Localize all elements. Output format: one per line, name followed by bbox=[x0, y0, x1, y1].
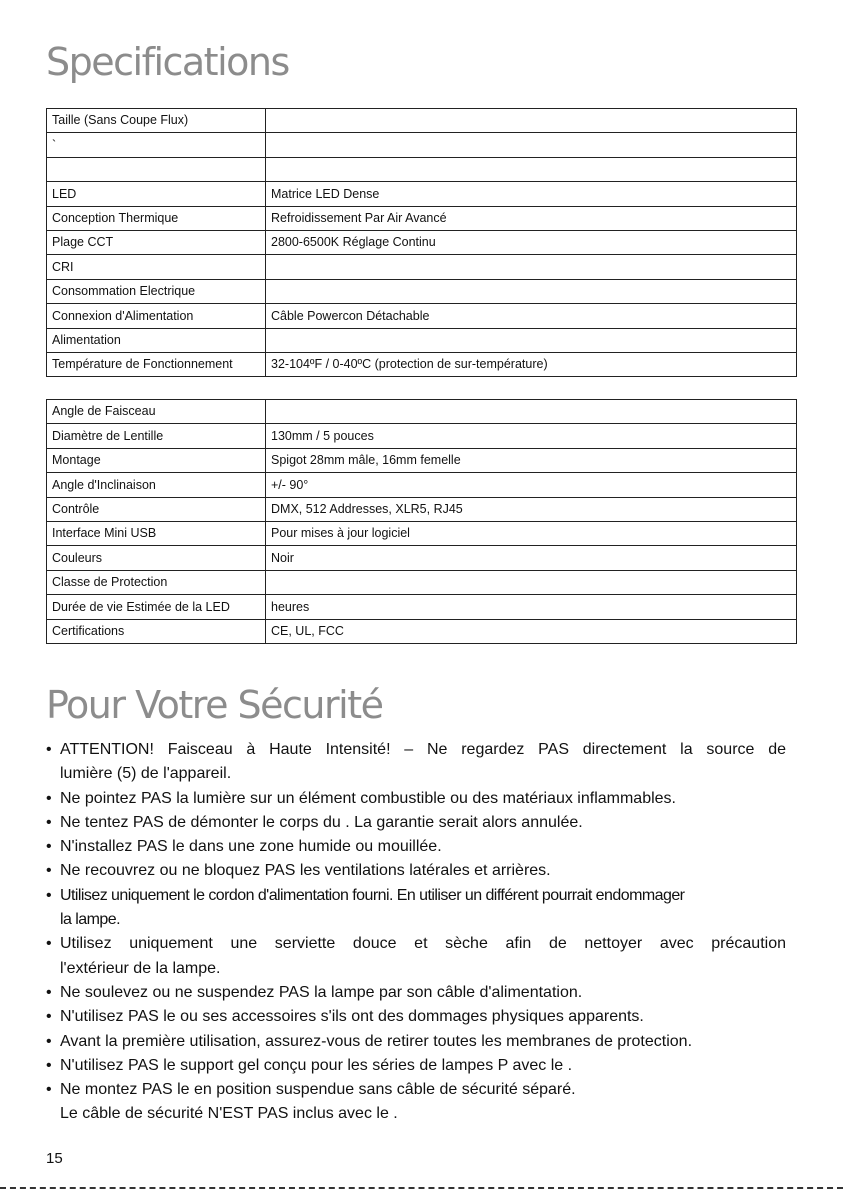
safety-item bbox=[46, 932, 786, 981]
spec-row bbox=[47, 279, 797, 303]
spec-row bbox=[47, 424, 797, 448]
spec-value: Spigot 28mm mâle, 16mm femelle bbox=[266, 448, 797, 472]
specs-table-optics bbox=[46, 399, 797, 644]
bullet-icon: • bbox=[46, 935, 52, 953]
spec-value: Pour mises à jour logiciel bbox=[266, 521, 797, 545]
spec-label: Conception Thermique bbox=[47, 206, 266, 230]
safety-item bbox=[46, 859, 786, 883]
spec-value: Matrice LED Dense bbox=[266, 182, 797, 206]
spec-label: Certifications bbox=[47, 619, 266, 643]
safety-item bbox=[46, 1005, 786, 1029]
spec-label: Montage bbox=[47, 448, 266, 472]
spec-value bbox=[266, 570, 797, 594]
spec-row bbox=[47, 230, 797, 254]
bullet-icon: • bbox=[46, 1056, 52, 1074]
safety-item-text: Ne pointez PAS la lumière sur un élément combustible ou des matériaux inflammables. bbox=[60, 789, 676, 807]
spec-label: Connexion d'Alimentation bbox=[47, 304, 266, 328]
spec-row bbox=[47, 255, 797, 279]
spec-value bbox=[266, 133, 797, 157]
spec-value bbox=[266, 255, 797, 279]
spec-value: 2800-6500K Réglage Continu bbox=[266, 230, 797, 254]
spec-row bbox=[47, 546, 797, 570]
safety-item-text: Utilisez uniquement une serviette douce et sèche afin de nettoyer avec précaution bbox=[60, 935, 786, 953]
spec-label: CRI bbox=[47, 255, 266, 279]
spec-row bbox=[47, 400, 797, 424]
spec-row bbox=[47, 473, 797, 497]
safety-item-text: N'installez PAS le dans une zone humide ou mouillée. bbox=[60, 838, 442, 856]
spec-label: Angle de Faisceau bbox=[47, 400, 266, 424]
safety-item-text: Ne soulevez ou ne suspendez PAS la lampe par son câble d'alimentation. bbox=[60, 983, 583, 1001]
spec-label bbox=[47, 157, 266, 181]
bullet-icon: • bbox=[46, 813, 52, 831]
safety-item bbox=[46, 1030, 786, 1054]
spec-row bbox=[47, 157, 797, 181]
safety-item-text: Ne montez PAS le en position suspendue sans câble de sécurité séparé. bbox=[60, 1081, 576, 1099]
spec-label: ` bbox=[47, 133, 266, 157]
safety-item-continuation: lumière (5) de l'appareil. bbox=[60, 765, 232, 783]
spec-row bbox=[47, 206, 797, 230]
safety-item bbox=[46, 787, 786, 811]
safety-item-text: N'utilisez PAS le ou ses accessoires s'ils ont des dommages physiques apparents. bbox=[60, 1008, 644, 1026]
spec-label: Consommation Electrique bbox=[47, 279, 266, 303]
safety-item bbox=[46, 811, 786, 835]
safety-heading: Pour Votre Sécurité bbox=[46, 683, 383, 727]
safety-item-text: ATTENTION! Faisceau à Haute Intensité! – Ne regardez PAS directement la source de bbox=[60, 741, 786, 758]
bullet-icon: • bbox=[46, 1032, 52, 1050]
bullet-icon: • bbox=[46, 741, 52, 758]
spec-value: Câble Powercon Détachable bbox=[266, 304, 797, 328]
spec-label: Diamètre de Lentille bbox=[47, 424, 266, 448]
spec-value bbox=[266, 279, 797, 303]
safety-list bbox=[46, 738, 786, 1127]
spec-label: Plage CCT bbox=[47, 230, 266, 254]
spec-value: +/- 90° bbox=[266, 473, 797, 497]
spec-label: Température de Fonctionnement bbox=[47, 352, 266, 376]
spec-row bbox=[47, 304, 797, 328]
bullet-icon: • bbox=[46, 838, 52, 856]
spec-row bbox=[47, 328, 797, 352]
spec-value bbox=[266, 400, 797, 424]
spec-row bbox=[47, 619, 797, 643]
safety-item bbox=[46, 884, 786, 933]
spec-row bbox=[47, 497, 797, 521]
safety-item-continuation: la lampe. bbox=[60, 911, 120, 929]
spec-value: Refroidissement Par Air Avancé bbox=[266, 206, 797, 230]
safety-item-text: Ne tentez PAS de démonter le corps du . La garantie serait alors annulée. bbox=[60, 813, 583, 831]
spec-value bbox=[266, 109, 797, 133]
spec-row bbox=[47, 109, 797, 133]
spec-label: Contrôle bbox=[47, 497, 266, 521]
safety-item bbox=[46, 835, 786, 859]
page-number: 15 bbox=[46, 1150, 63, 1167]
spec-row bbox=[47, 595, 797, 619]
spec-row bbox=[47, 352, 797, 376]
safety-item bbox=[46, 981, 786, 1005]
spec-label: Couleurs bbox=[47, 546, 266, 570]
safety-item bbox=[46, 1054, 786, 1078]
bullet-icon: • bbox=[46, 862, 52, 880]
spec-label: LED bbox=[47, 182, 266, 206]
bullet-icon: • bbox=[46, 886, 52, 904]
spec-row bbox=[47, 182, 797, 206]
safety-item bbox=[46, 738, 786, 787]
bullet-icon: • bbox=[46, 983, 52, 1001]
spec-label: Alimentation bbox=[47, 328, 266, 352]
bullet-icon: • bbox=[46, 1081, 52, 1099]
safety-item-continuation: l'extérieur de la lampe. bbox=[60, 959, 221, 977]
spec-value: CE, UL, FCC bbox=[266, 619, 797, 643]
safety-item bbox=[46, 1078, 786, 1127]
spec-value: 32-104ºF / 0-40ºC (protection de sur-température) bbox=[266, 352, 797, 376]
spec-value bbox=[266, 157, 797, 181]
spec-value: heures bbox=[266, 595, 797, 619]
bullet-icon: • bbox=[46, 789, 52, 807]
spec-value bbox=[266, 328, 797, 352]
spec-row bbox=[47, 570, 797, 594]
spec-row bbox=[47, 521, 797, 545]
safety-item-text: Ne recouvrez ou ne bloquez PAS les ventilations latérales et arrières. bbox=[60, 862, 551, 880]
safety-item-continuation: Le câble de sécurité N'EST PAS inclus avec le . bbox=[60, 1105, 398, 1123]
footer-dashed-line bbox=[0, 1187, 843, 1189]
spec-value: Noir bbox=[266, 546, 797, 570]
specs-table-general bbox=[46, 108, 797, 377]
spec-label: Durée de vie Estimée de la LED bbox=[47, 595, 266, 619]
spec-row bbox=[47, 133, 797, 157]
spec-label: Classe de Protection bbox=[47, 570, 266, 594]
safety-item-text: N'utilisez PAS le support gel conçu pour les séries de lampes P avec le . bbox=[60, 1056, 573, 1074]
spec-label: Angle d'Inclinaison bbox=[47, 473, 266, 497]
safety-item-text: Avant la première utilisation, assurez-vous de retirer toutes les membranes de protection. bbox=[60, 1032, 693, 1050]
spec-label: Taille (Sans Coupe Flux) bbox=[47, 109, 266, 133]
spec-value: DMX, 512 Addresses, XLR5, RJ45 bbox=[266, 497, 797, 521]
spec-label: Interface Mini USB bbox=[47, 521, 266, 545]
specifications-heading: Specifications bbox=[46, 40, 289, 84]
spec-value: 130mm / 5 pouces bbox=[266, 424, 797, 448]
spec-row bbox=[47, 448, 797, 472]
bullet-icon: • bbox=[46, 1008, 52, 1026]
safety-item-text: Utilisez uniquement le cordon d'alimentation fourni. En utiliser un différent pourrait endommager bbox=[60, 886, 685, 904]
